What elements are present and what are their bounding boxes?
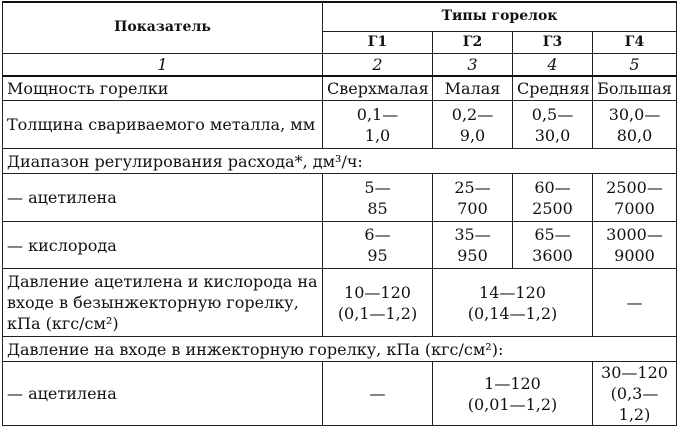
table-row-pressure-noninjector — [3, 269, 677, 337]
acetylene-injector-g1: — — [323, 362, 433, 426]
thickness-g4: 30,0— 80,0 — [593, 101, 677, 149]
col-number-4: 4 — [513, 53, 593, 76]
acetylene-g4: 2500— 7000 — [593, 174, 677, 222]
table-row-acetylene-injector — [3, 362, 677, 426]
pressure-noninjector-g2-g3: 14—120 (0,14—1,2) — [433, 269, 593, 337]
header-indicator: Показатель — [3, 2, 323, 53]
oxygen-g1: 6— 95 — [323, 222, 433, 269]
table-row-thickness — [3, 101, 677, 149]
acetylene-g2: 25— 700 — [433, 174, 513, 222]
header-burner-types: Типы горелок — [323, 2, 677, 31]
table-row-flow-range — [3, 149, 677, 174]
pressure-noninjector-g4: — — [593, 269, 677, 337]
power-label: Мощность горелки — [3, 76, 323, 101]
acetylene-injector-label: — ацетилена — [3, 362, 323, 426]
flow-range-label: Диапазон регулирования расхода*, дм³/ч: — [3, 149, 677, 174]
power-g3: Средняя — [513, 76, 593, 101]
pressure-injector-label: Давление на входе в инжекторную горелку, кПа (кгс/см²): — [3, 337, 677, 362]
power-g1: Сверхмалая — [323, 76, 433, 101]
power-g2: Малая — [433, 76, 513, 101]
header-g2: Г2 — [433, 31, 513, 53]
table-row-oxygen — [3, 222, 677, 269]
header-g4: Г4 — [593, 31, 677, 53]
oxygen-g2: 35— 950 — [433, 222, 513, 269]
thickness-g2: 0,2— 9,0 — [433, 101, 513, 149]
oxygen-label: — кислорода — [3, 222, 323, 269]
pressure-noninjector-g1: 10—120 (0,1—1,2) — [323, 269, 433, 337]
burner-types-table — [2, 1, 677, 426]
acetylene-label: — ацетилена — [3, 174, 323, 222]
acetylene-g1: 5— 85 — [323, 174, 433, 222]
thickness-g1: 0,1— 1,0 — [323, 101, 433, 149]
header-g1: Г1 — [323, 31, 433, 53]
header-g3: Г3 — [513, 31, 593, 53]
power-g4: Большая — [593, 76, 677, 101]
acetylene-g3: 60— 2500 — [513, 174, 593, 222]
table-row-power — [3, 76, 677, 101]
table-row-pressure-injector — [3, 337, 677, 362]
col-number-1: 1 — [3, 53, 323, 76]
acetylene-injector-g4: 30—120 (0,3—1,2) — [593, 362, 677, 426]
thickness-label: Толщина свариваемого металла, мм — [3, 101, 323, 149]
oxygen-g4: 3000— 9000 — [593, 222, 677, 269]
col-number-2: 2 — [323, 53, 433, 76]
col-number-3: 3 — [433, 53, 513, 76]
col-number-5: 5 — [593, 53, 677, 76]
thickness-g3: 0,5— 30,0 — [513, 101, 593, 149]
oxygen-g3: 65— 3600 — [513, 222, 593, 269]
acetylene-injector-g2-g3: 1—120 (0,01—1,2) — [433, 362, 593, 426]
table-row-acetylene — [3, 174, 677, 222]
pressure-noninjector-label: Давление ацетилена и кислорода на входе в безынжекторную горелку, кПа (кгс/см²) — [3, 269, 323, 337]
